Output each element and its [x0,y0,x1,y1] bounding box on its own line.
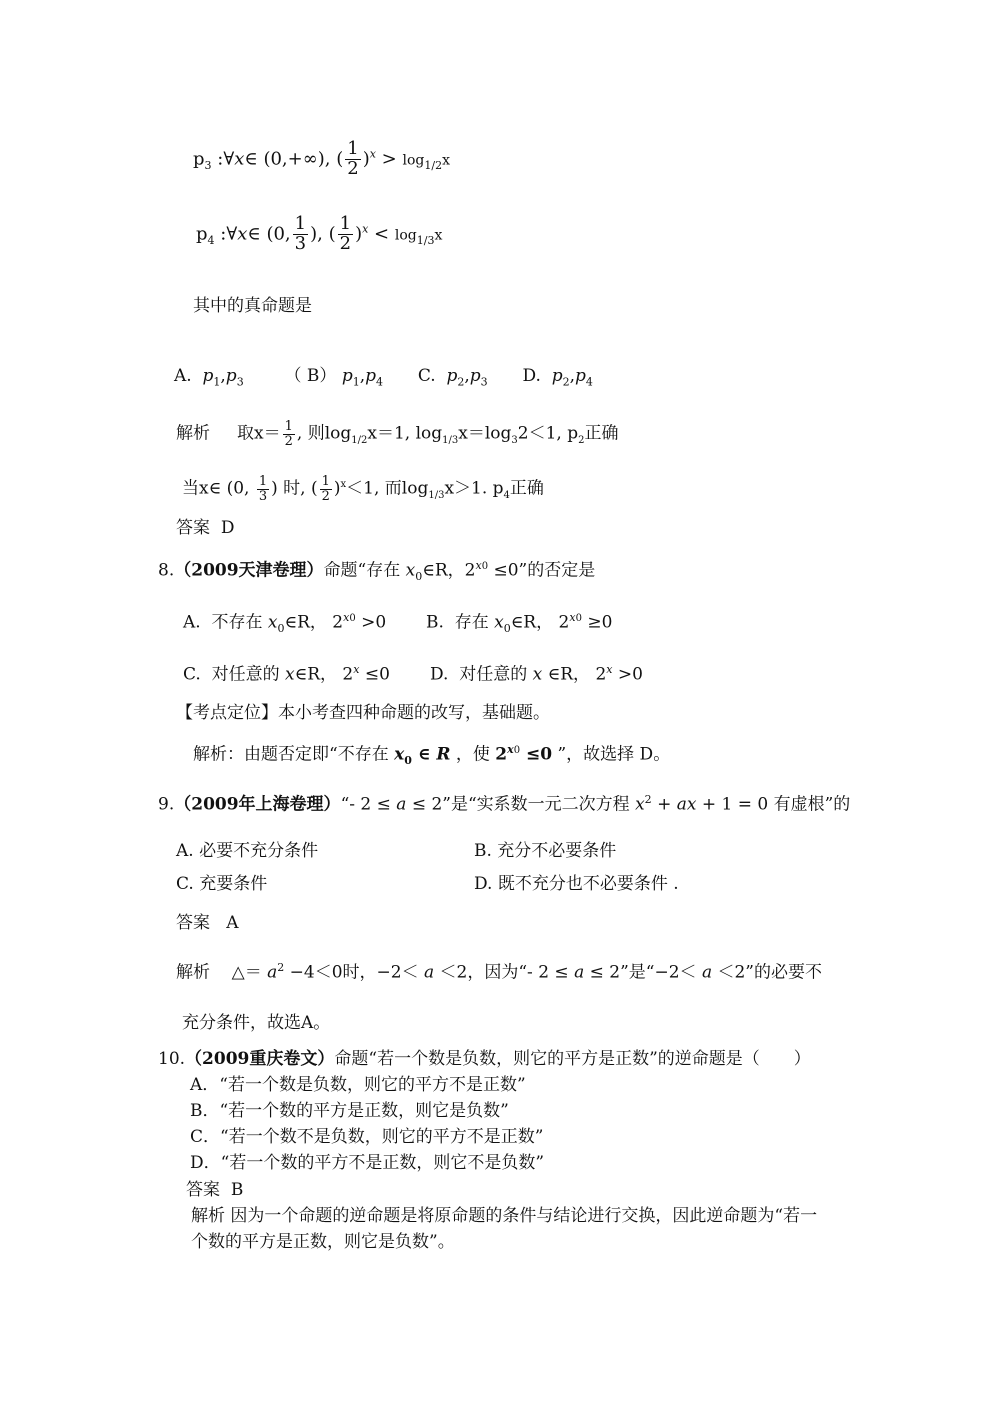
q10-option-c: C．“若一个数不是负数，则它的平方不是正数” [190,1127,544,1147]
q8-solution: 解析：由题否定即“不存在 $x_0$ ∈ R ，使 $2^{x0} \le 0$ ”，故选择 D。 [193,743,671,768]
q9-option-c: C. 充要条件 [176,874,268,894]
q9-option-a: A. 必要不充分条件 [176,841,319,861]
q8-option-c: C. 对任意的 x∈R， $2^x \le 0$ [183,663,390,685]
q7-answer: 答案 D [176,518,235,538]
q9-option-d: D. 既不充分也不必要条件 . [474,874,679,894]
option-d: D. $p_2,p_4$ [522,366,593,389]
q10-solution-line-1: 解析 因为一个命题的逆命题是将原命题的条件与结论进行交换，因此逆命题为“若一 [191,1206,818,1226]
fraction-one-half: $\frac{1}{2}$ [347,138,359,179]
q9-stem: 9.（2009年上海卷理）“- 2 ≤ a ≤ 2”是“实系数一元二次方程 $x^2$ + ax + 1 = 0 有虚根”的 [158,793,851,815]
fraction-one-third: $\frac{1}{3}$ [294,213,307,254]
proposition-p4: $p_4$ :∀x∈ (0, $\frac{1}{3}$ ), ( $\frac{1}{2}$ )$^x < \log_{1/3}x$ [196,213,443,254]
q9-option-b: B. 充分不必要条件 [474,841,617,861]
proposition-p3: $p_3$ :∀x∈ (0,+∞), ( $\frac{1}{2}$ )$^x > \log_{1/2}x$ [193,138,450,179]
q7-solution-line-2: 当x∈ (0, $\frac{1}{3}$ ) 时, ( $\frac{1}{2}$ )$^x$＜1, 而$\log_{1/3}x>1$. $p_4$正确 [182,474,544,504]
q8-kaodian: 【考点定位】本小考查四种命题的改写，基础题。 [176,703,550,723]
q10-option-d: D．“若一个数的平方不是正数，则它不是负数” [190,1153,545,1173]
q10-solution-line-2: 个数的平方是正数，则它是负数”。 [191,1232,455,1252]
q7-solution-line-1: 解析 取x＝ $\frac{1}{2}$ , 则$\log_{1/2}x=1$, $\log_{1/3}x=\log_32<1$, $p_2$正确 [176,419,619,449]
fraction-one-half: $\frac{1}{2}$ [339,213,352,254]
q10-answer: 答案 B [186,1180,244,1200]
q7-prompt: 其中的真命题是 [193,296,312,316]
q9-solution-continued: 充分条件，故选A。 [182,1013,331,1033]
q8-option-a: A. 不存在 $x_0\in R$， $2^{x0} >0$ [183,611,387,636]
q9-answer: 答案 A [176,913,239,933]
option-b: （ B） $p_1,p_4$ [284,366,383,389]
option-c: C. $p_2,p_3$ [417,366,488,389]
q8-option-b: B. 存在 $x_0\in R$， $2^{x0} \ge 0$ [426,611,613,636]
q9-solution: 解析 △＝ $a^2 -4<0$时，−2＜ a ＜2，因为“- 2 ≤ a ≤ 2”是“−2＜ a ＜2”的必要不 [176,961,822,983]
option-a: A. $p_1,p_3$ [174,366,244,389]
q10-stem: 10.（2009重庆卷文）命题“若一个数是负数，则它的平方是正数”的逆命题是（ ） [158,1049,811,1069]
q7-options [174,368,593,387]
q10-option-b: B．“若一个数的平方是正数，则它是负数” [190,1101,509,1121]
q8-option-d: D. 对任意的 x ∈R， $2^x >0$ [430,663,643,685]
q8-stem: 8.（2009天津卷理）命题“存在 $x_0\in R$，$2^{x0} \le 0$”的否定是 [158,559,596,584]
q10-option-a: A．“若一个数是负数，则它的平方不是正数” [190,1075,526,1095]
